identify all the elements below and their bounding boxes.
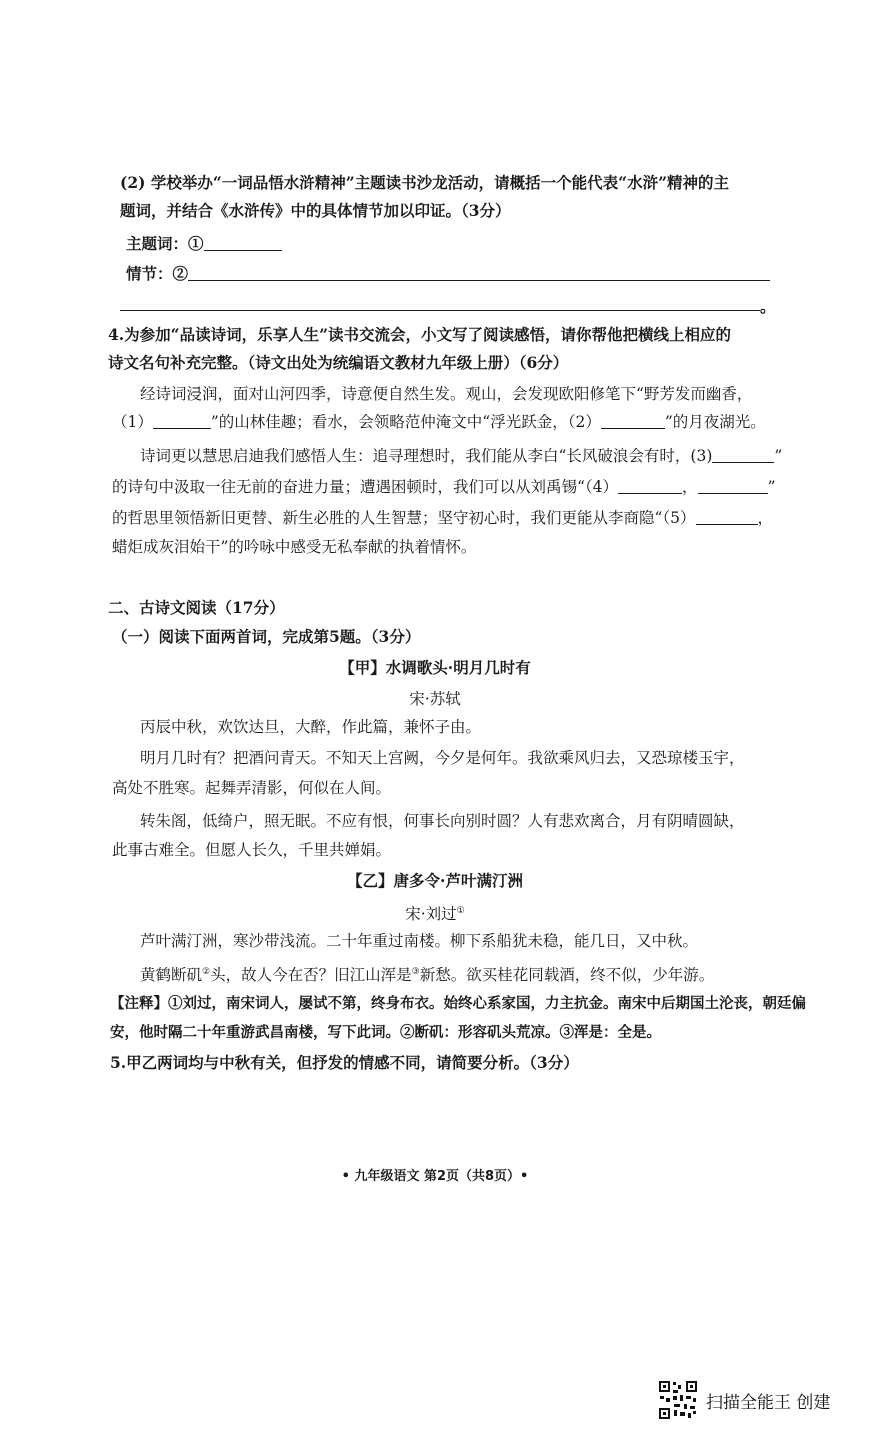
q4-p2-comma: ，	[682, 478, 698, 496]
q4-p2-text2: 的诗句中汲取一往无前的奋进力量；遭遇困顿时，我们可以从刘禹锡“（4）	[112, 478, 619, 496]
notes-line2: 安，他时隔二十年重游武昌南楼，写下此词。②断矶：形容矶头荒凉。③浑是：全是。	[110, 1024, 661, 1041]
q5-question: 5.甲乙两词均与中秋有关，但抒发的情感不同，请简要分析。（3分）	[110, 1053, 579, 1072]
poem-yi-line1: 芦叶满汀洲，寒沙带浅流。二十年重过南楼。柳下系船犹未稳，能几日，又中秋。	[140, 932, 699, 950]
poem-yi-line2-c: 新愁。欲买桂花同载酒，终不似，少年游。	[419, 966, 715, 985]
plot-blank-line1[interactable]	[188, 264, 770, 281]
poem-jia-preface: 丙辰中秋，欢饮达旦，大醉，作此篇，兼怀子由。	[140, 718, 482, 736]
poem-jia-title: 【甲】水调歌头·明月几时有	[339, 658, 531, 677]
poem-yi-note-ref2: ②	[202, 967, 211, 977]
poem-jia-line3: 转朱阁，低绮户，照无眠。不应有恨，何事长向别时圆？人有悲欢离合，月有阴晴圆缺，	[140, 812, 745, 830]
q3-2-line2: 题词，并结合《水浒传》中的具体情节加以印证。（3分）	[120, 201, 511, 220]
q4-blank-4a[interactable]	[618, 477, 682, 494]
q3-2-line1: (2) 学校举办“一词品悟水浒精神”主题读书沙龙活动，请概括一个能代表“水浒”精神的主	[120, 173, 730, 192]
theme-word-label: 主题词：①	[126, 234, 204, 253]
poem-yi-author	[0, 900, 870, 925]
q4-p2-quote1: ”	[774, 447, 783, 465]
plot-row	[126, 263, 770, 285]
poem-yi-line2-a: 黄鹤断矶	[140, 966, 203, 985]
plot-label: 情节：②	[126, 264, 189, 283]
poem-jia-line4: 此事古难全。但愿人长久，千里共婵娟。	[112, 841, 392, 859]
watermark-text: 扫描全能王 创建	[706, 1392, 831, 1413]
q4-blank-4b[interactable]	[698, 477, 768, 494]
page-footer: • 九年级语文 第2页（共8页）•	[341, 1169, 529, 1184]
q4-line2: 诗文名句补充完整。（诗文出处为统编语文教材九年级上册）（6分）	[108, 353, 569, 372]
q4-p1-tail: ”的月夜湖光。	[664, 413, 766, 431]
q4-blank1-label: （1）	[112, 413, 153, 431]
q4-p2-text1: 诗词更以慧思启迪我们感悟人生：追寻理想时，我们能从李白“长风破浪会有时，(3)	[140, 447, 713, 465]
q4-blank-2[interactable]	[601, 412, 665, 429]
q4-p1-line2	[112, 411, 766, 433]
q4-line1: 4.为参加“品读诗词，乐享人生”读书交流会，小文写了阅读感悟，请你帮他把横线上相应的	[108, 325, 732, 344]
poem-yi-title: 【乙】唐多令·芦叶满汀洲	[347, 871, 523, 890]
theme-word-row	[126, 233, 282, 255]
poem-yi-author-name: 宋·刘过	[405, 905, 457, 924]
poem-yi-line2-b: 头，故人今在否？旧江山浑是	[210, 966, 412, 985]
q4-p1-text: ”的山林佳趣；看水，会领略范仲淹文中“浮光跃金，（2）	[210, 413, 601, 431]
q4-blank-5[interactable]	[696, 508, 758, 525]
qr-code-icon	[658, 1380, 698, 1420]
q4-p2-line1	[140, 445, 782, 467]
poem-yi-line2	[140, 961, 714, 986]
poem-yi-note-ref1: ①	[456, 906, 465, 916]
section2-sub1: （一）阅读下面两首词，完成第5题。（3分）	[112, 627, 421, 646]
q4-p2-line3	[112, 507, 773, 529]
section2-title: 二、古诗文阅读（17分）	[108, 598, 285, 617]
q4-blank-1[interactable]	[153, 412, 211, 429]
poem-jia-author: 宋·苏轼	[409, 690, 461, 708]
poem-jia-line2: 高处不胜寒。起舞弄清影，何似在人间。	[112, 779, 392, 797]
notes-line1: 【注释】①刘过，南宋词人，屡试不第，终身布衣。始终心系家国，力主抗金。南宋中后期国土沦丧，朝廷偏	[110, 995, 806, 1012]
q4-p2-text3: 的哲思里领悟新旧更替、新生必胜的人生智慧；坚守初心时，我们更能从李商隐“（5）	[112, 509, 696, 527]
plot-end-mark: 。	[760, 297, 776, 316]
plot-blank-line2[interactable]	[120, 310, 760, 311]
poem-jia-line1: 明月几时有？把酒问青天。不知天上宫阙，今夕是何年。我欲乘风归去，又恐琼楼玉宇，	[140, 749, 745, 767]
q4-p1-line1: 经诗词浸润，面对山河四季，诗意便自然生发。观山，会发现欧阳修笔下“野芳发而幽香，	[140, 385, 753, 403]
scanner-watermark	[658, 1380, 830, 1420]
poem-yi-note-ref3: ③	[411, 967, 420, 977]
q4-blank-3[interactable]	[712, 446, 774, 463]
q4-p2-line4: 蜡炬成灰泪始干”的吟咏中感受无私奉献的执着情怀。	[112, 538, 477, 556]
q4-p2-quote2: ”	[767, 478, 776, 496]
theme-word-blank[interactable]	[204, 234, 282, 251]
q4-p2-comma2: ，	[757, 509, 774, 527]
q4-p2-line2	[112, 476, 776, 498]
